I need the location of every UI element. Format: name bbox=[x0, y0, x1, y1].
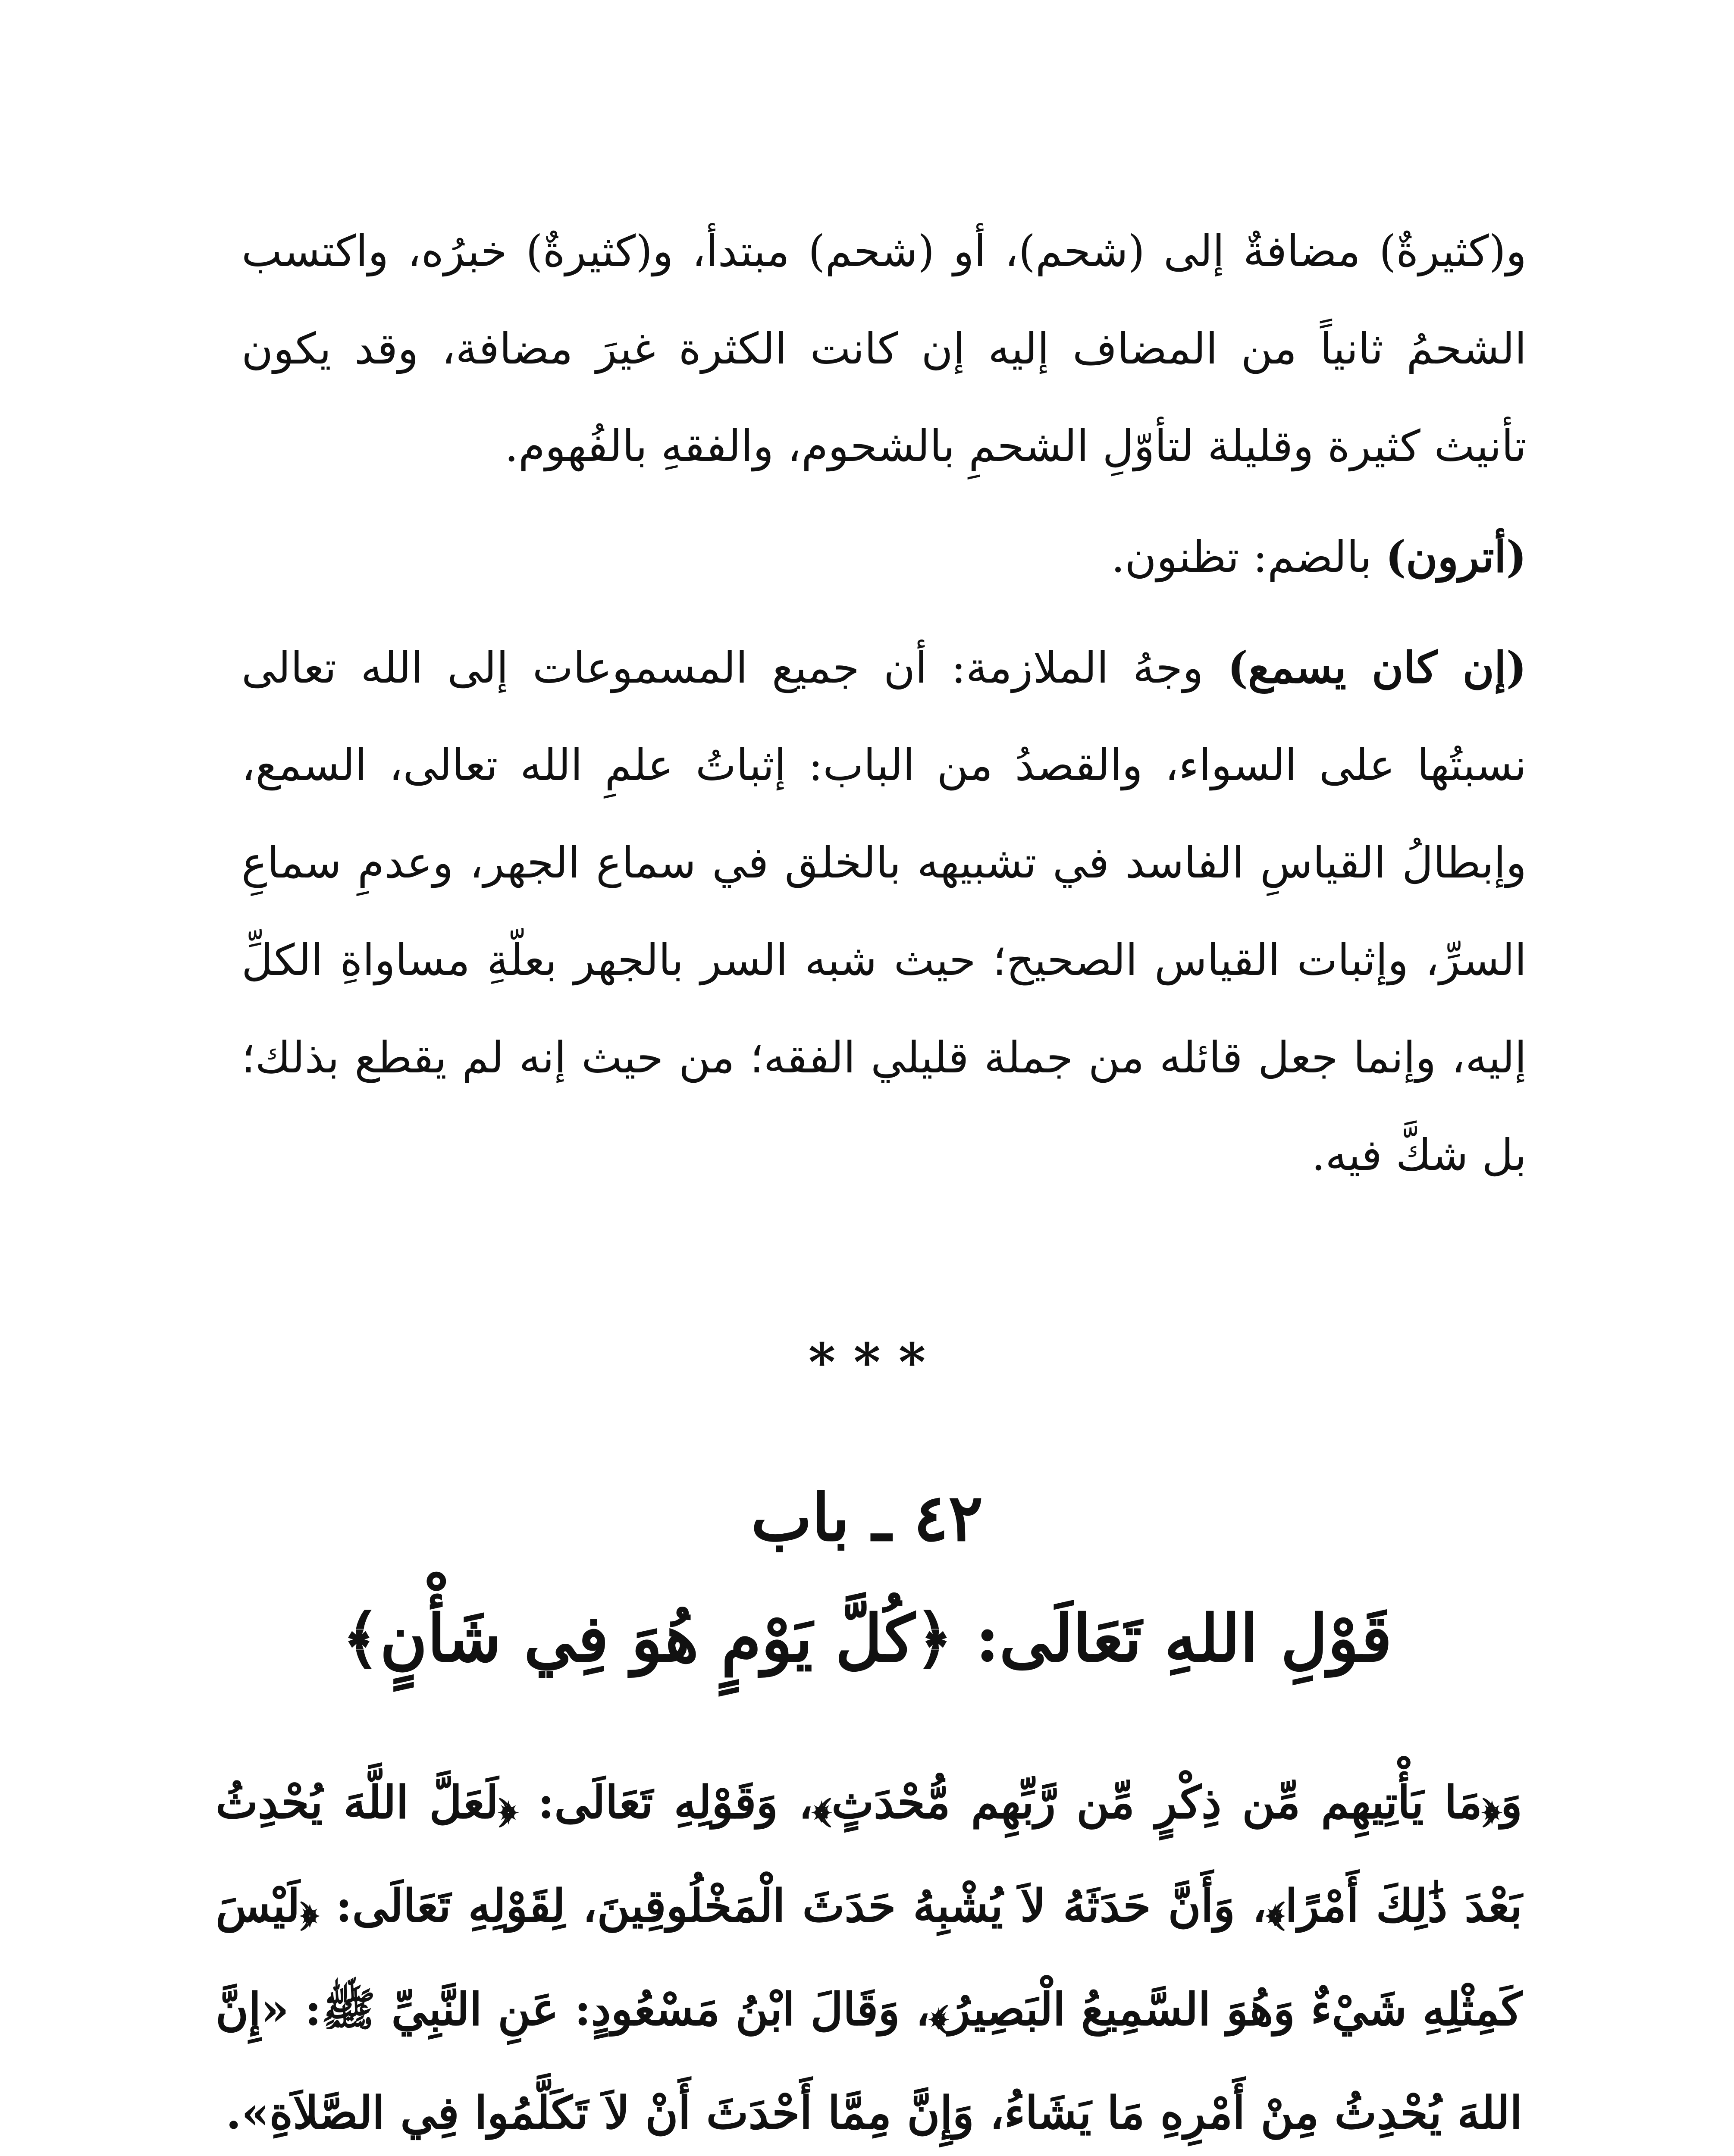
commentary-text bbox=[241, 203, 1527, 1204]
hadith-text: وَ﴿مَا يَأْتِيهِم مِّن ذِكْرٍ مِّن رَّبِّهِم مُّحْدَثٍ﴾، وَقَوْلِهِ تَعَالَى: ﴿لَعَلَّ اللَّهَ يُحْدِثُ بَعْدَ ذَٰلِكَ أَمْرًا﴾، وَأَنَّ حَدَثَهُ لاَ يُشْبِهُ حَدَثَ الْمَخْلُوقِينَ، لِقَوْلِهِ تَعَالَى: ﴿لَيْسَ كَمِثْلِهِ شَيْءٌ وَهُوَ السَّمِيعُ الْبَصِيرُ﴾، وَقَالَ ابْنُ مَسْعُودٍ: عَنِ النَّبِيِّ ﷺ: «إِنَّ اللهَ يُحْدِثُ مِنْ أَمْرِهِ مَا يَشَاءُ، وَإِنَّ مِمَّا أَحْدَثَ أَنْ لاَ تَكَلَّمُوا فِي الصَّلاَةِ». bbox=[216, 1776, 1522, 2139]
section-separator: * * * bbox=[808, 1332, 926, 1393]
commentary-paragraph-3-text: وجهُ الملازمة: أن جميع المسموعات إلى الله تعالى نسبتُها على السواء، والقصدُ من الباب: إثباتُ علمِ الله تعالى، السمع، وإبطالُ القياسِ الفاسد في تشبيهه بالخلق في سماع الجهر، وعدمِ سماعِ السرِّ، وإثبات القياس الصحيح؛ حيث شبه السر بالجهر بعلّةِ مساواةِ الكلِّ إليه، وإنما جعل قائله من جملة قليلي الفقه؛ من حيث إنه لم يقطع بذلك؛ بل شكَّ فيه. bbox=[241, 642, 1527, 1180]
commentary-lemma-atarawn: (أترون) bbox=[1385, 531, 1527, 582]
commentary-paragraph-1 bbox=[241, 203, 1527, 495]
commentary-paragraph-2 bbox=[241, 508, 1527, 606]
chapter-number: ٤٢ ـ باب bbox=[751, 1480, 983, 1556]
commentary-paragraph-2-text: بالضم: تظنون. bbox=[1111, 532, 1386, 582]
chapter-title: قَوْلِ اللهِ تَعَالَى: ﴿كُلَّ يَوْمٍ هُوَ فِي شَأْنٍ﴾ bbox=[342, 1601, 1392, 1677]
commentary-paragraph-1-text: و(كثيرةٌ) مضافةٌ إلى (شحم)، أو (شحم) مبتدأ، و(كثيرةٌ) خبرُه، واكتسب الشحمُ ثانياً من المضاف إليه إن كانت الكثرة غيرَ مضافة، وقد يكون تأنيث كثيرة وقليلة لتأوّلِ الشحمِ بالشحوم، والفقهِ بالفُهوم. bbox=[241, 226, 1527, 471]
commentary-lemma-in-kana-yasma: (إن كان يسمع) bbox=[1227, 642, 1527, 693]
commentary-paragraph-3 bbox=[241, 619, 1527, 1204]
